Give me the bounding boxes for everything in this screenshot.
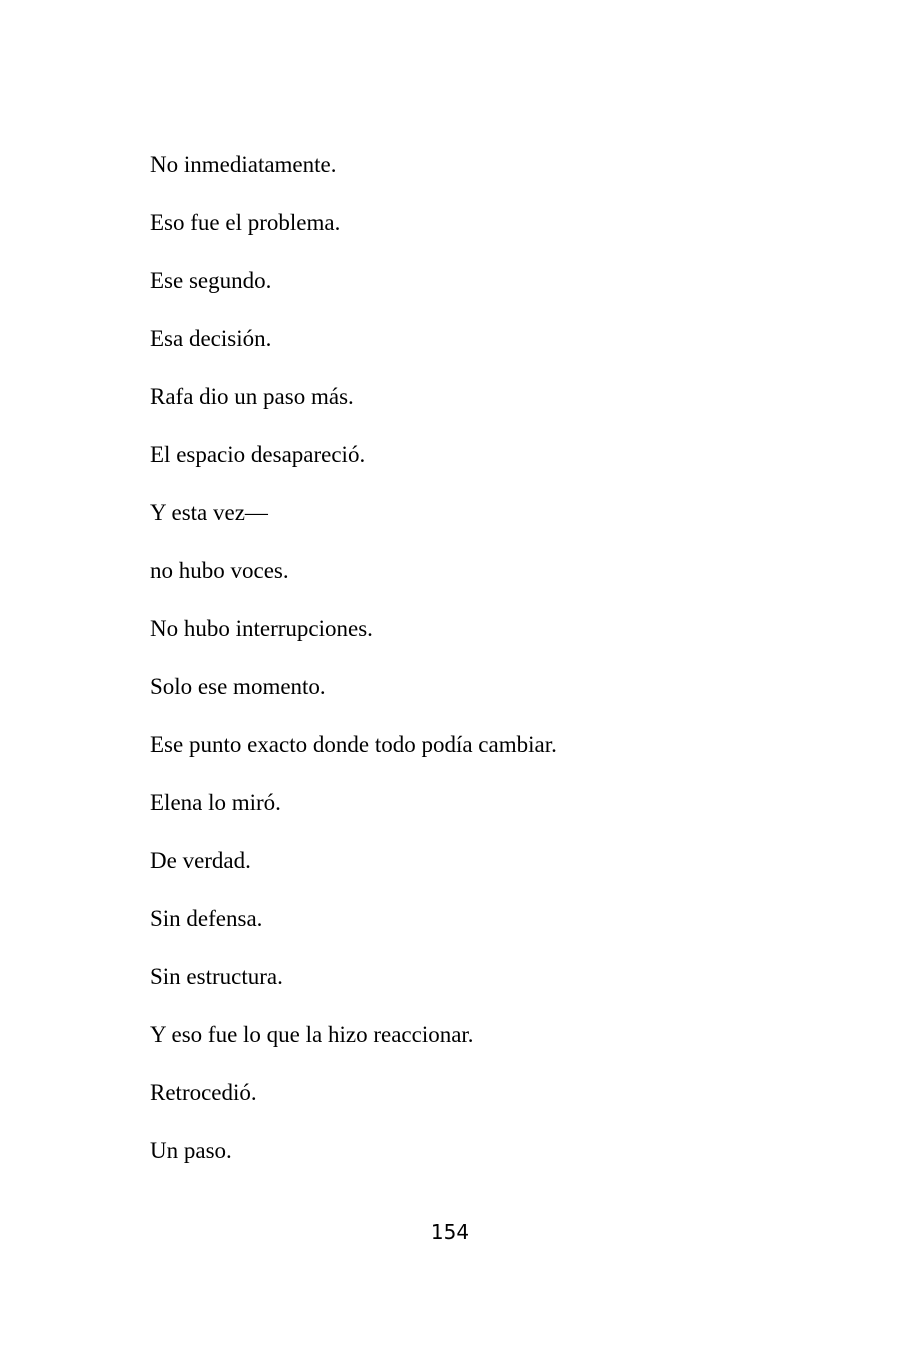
text-line: Rafa dio un paso más. (150, 384, 354, 409)
text-line: Ese segundo. (150, 268, 272, 293)
text-line: El espacio desapareció. (150, 442, 366, 467)
text-line: Sin estructura. (150, 964, 283, 989)
text-line: Y eso fue lo que la hizo reaccionar. (150, 1022, 474, 1047)
text-line: Un paso. (150, 1138, 232, 1163)
text-line: No inmediatamente. (150, 152, 337, 177)
text-line: Ese punto exacto donde todo podía cambiar. (150, 732, 557, 757)
text-line: Solo ese momento. (150, 674, 326, 699)
text-line: Esa decisión. (150, 326, 272, 351)
text-line: Y esta vez— (150, 500, 268, 525)
text-line: Retrocedió. (150, 1080, 257, 1105)
text-line: No hubo interrupciones. (150, 616, 373, 641)
text-line: Elena lo miró. (150, 790, 281, 815)
text-line: Sin defensa. (150, 906, 263, 931)
text-line: no hubo voces. (150, 558, 289, 583)
text-line: De verdad. (150, 848, 251, 873)
text-line: Eso fue el problema. (150, 210, 341, 235)
page-number: 154 (430, 1220, 470, 1244)
page-text (150, 148, 770, 1192)
